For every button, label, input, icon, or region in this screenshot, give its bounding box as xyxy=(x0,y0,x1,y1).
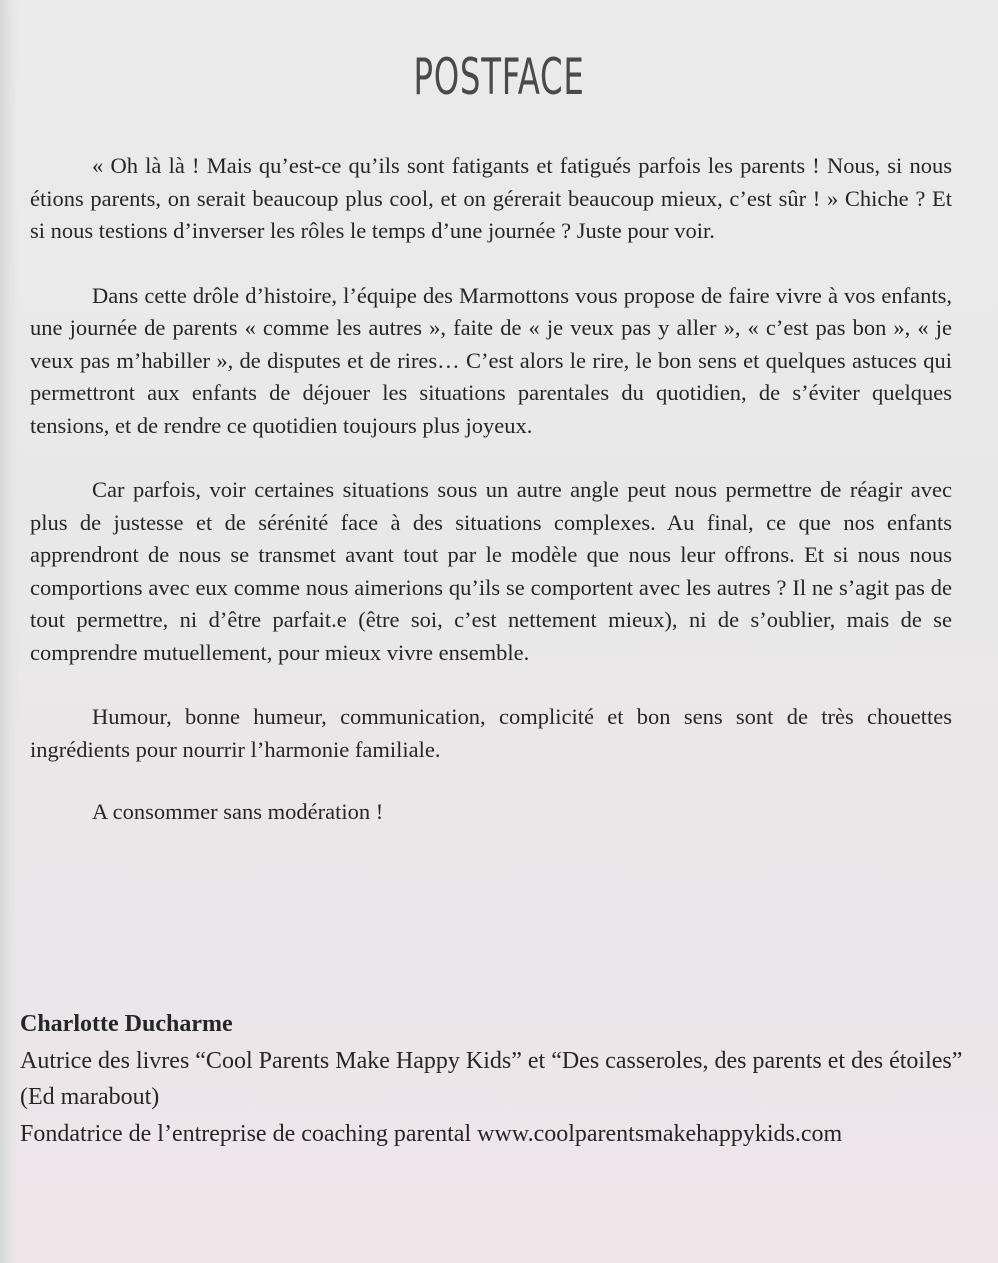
postface-body xyxy=(30,150,952,861)
paragraph-3: Car parfois, voir certaines situations sous un autre angle peut nous permettre de réagir avec plus de justesse et de sérénité face à des situations complexes. Au final, ce que nos enfants apprendront de nous se transmet avant tout par le modèle que nous leur offrons. Et si nous nous comportions avec eux comme nous aimerions qu’ils se comportent avec les autres ? Il ne s’agit pas de tout permettre, ni d’être parfait.e (être soi, c’est nettement mieux), ni de s’oublier, mais de se comprendre mutuellement, pour mieux vivre ensemble. xyxy=(30,477,952,665)
paragraph-5: A consommer sans modération ! xyxy=(92,799,384,824)
author-books-line: Autrice des livres “Cool Parents Make Happy Kids” et “Des casseroles, des parents et des étoiles” (Ed marabout) xyxy=(20,1047,963,1110)
paragraph-2: Dans cette drôle d’histoire, l’équipe des Marmottons vous propose de faire vivre à vos enfants, une journée de parents « comme les autres », faite de « je veux pas y aller », « c’est pas bon », « je veux pas m’habiller », de disputes et de rires… C’est alors le rire, le bon sens et quelques astuces qui permettront aux enfants de déjouer les situations parentales du quotidien, de s’éviter quelques tensions, et de rendre ce quotidien toujours plus joyeux. xyxy=(30,282,952,438)
paragraph-4: Humour, bonne humeur, communication, complicité et bon sens sont de très chouettes ingrédients pour nourrir l’harmonie familiale. xyxy=(30,704,952,762)
page-title: POSTFACE xyxy=(413,47,585,106)
author-company-line: Fondatrice de l’entreprise de coaching parental www.coolparentsmakehappykids.com xyxy=(20,1120,843,1147)
author-name: Charlotte Ducharme xyxy=(20,1011,233,1037)
paragraph-1: « Oh là là ! Mais qu’est-ce qu’ils sont fatigants et fatigués parfois les parents ! Nous, si nous étions parents, on serait beaucoup plus cool, et on gérerait beaucoup mieux, c’est sûr ! » Chiche ? Et si nous testions d’inverser les rôles le temps d’une journée ? Juste pour voir. xyxy=(30,153,952,243)
page-gutter-shadow xyxy=(0,0,18,1263)
author-signature xyxy=(20,1006,972,1152)
